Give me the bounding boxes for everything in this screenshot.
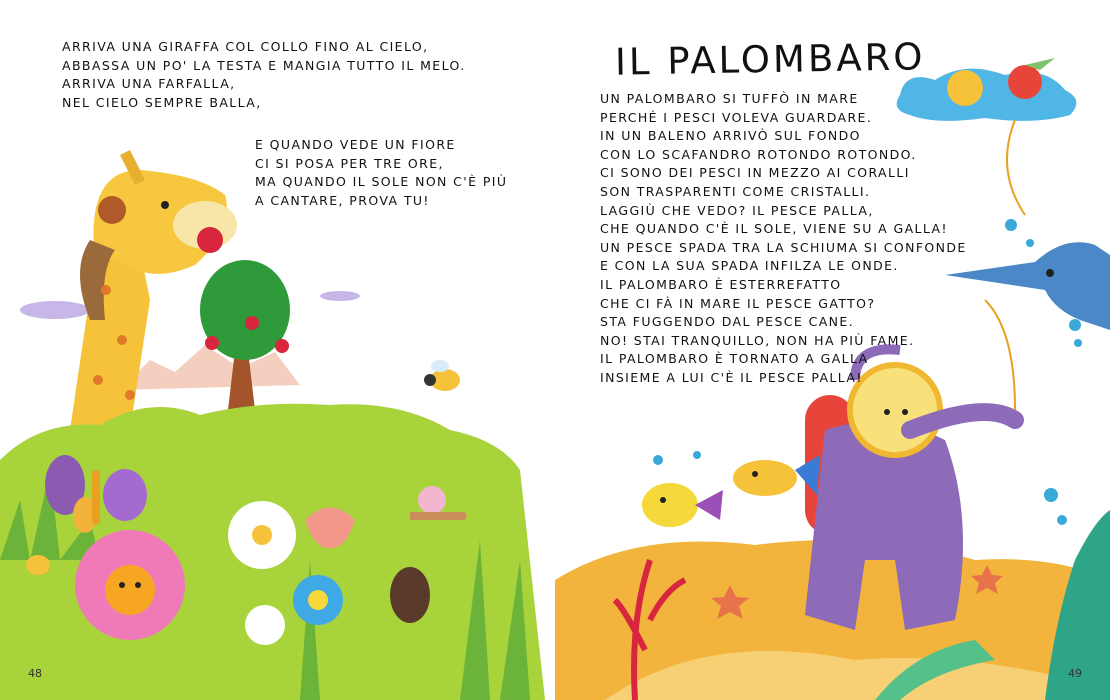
verse-line: INSIEME A LUI C'È IL PESCE PALLA! bbox=[600, 369, 863, 385]
kite-string bbox=[1007, 120, 1025, 215]
verse-line: STA FUGGENDO DAL PESCE CANE. bbox=[600, 314, 855, 330]
cloud-right bbox=[320, 291, 360, 301]
cloud-left bbox=[20, 301, 90, 319]
verse-line: CHE QUANDO C'È IL SOLE, VIENE SU A GALLA! bbox=[600, 221, 948, 237]
verse-line: CON LO SCAFANDRO ROTONDO ROTONDO. bbox=[600, 146, 917, 162]
stanza-2 bbox=[255, 136, 507, 210]
apple-tree-icon bbox=[200, 260, 290, 410]
right-page bbox=[555, 0, 1110, 700]
verse-line: ABBASSA UN PO' LA TESTA E MANGIA TUTTO IL MELO. bbox=[62, 57, 466, 73]
verse-line: LAGGIÙ CHE VEDO? IL PESCE PALLA, bbox=[600, 202, 874, 218]
swordfish-icon bbox=[945, 242, 1110, 330]
poem-body bbox=[600, 90, 967, 388]
sun-flower-icon bbox=[75, 530, 185, 640]
verse-line: ARRIVA UNA FARFALLA, bbox=[62, 76, 236, 92]
verse-line: A CANTARE, PROVA TU! bbox=[255, 192, 430, 208]
page-number: 49 bbox=[1068, 667, 1082, 680]
verse-line: E QUANDO VEDE UN FIORE bbox=[255, 137, 456, 152]
page-number: 48 bbox=[28, 667, 42, 680]
verse-line: IL PALOMBARO È TORNATO A GALLA bbox=[600, 351, 869, 367]
small-white-flower-icon bbox=[245, 605, 285, 645]
verse-line: CHE CI FÀ IN MARE IL PESCE GATTO? bbox=[600, 295, 876, 311]
stanza-1 bbox=[62, 38, 466, 112]
verse-line: E CON LA SUA SPADA INFILZA LE ONDE. bbox=[600, 258, 899, 274]
pink-hills bbox=[120, 345, 300, 390]
poem-title: IL PALOMBARO bbox=[614, 35, 926, 84]
verse-line: NO! STAI TRANQUILLO, NON HA PIÙ FAME. bbox=[600, 332, 915, 348]
verse-line: NEL CIELO SEMPRE BALLA, bbox=[62, 94, 262, 110]
verse-line: UN PALOMBARO SI TUFFÒ IN MARE bbox=[600, 91, 859, 106]
cat-fish-icon bbox=[642, 483, 723, 527]
verse-line: PERCHÉ I PESCI VOLEVA GUARDARE. bbox=[600, 109, 873, 125]
verse-line: CI SONO DEI PESCI IN MEZZO AI CORALLI bbox=[600, 165, 910, 181]
rope bbox=[985, 300, 1015, 410]
verse-line: IN UN BALENO ARRIVÒ SUL FONDO bbox=[600, 128, 861, 144]
verse-line: UN PESCE SPADA TRA LA SCHIUMA SI CONFONDE bbox=[600, 239, 967, 255]
dark-leaf-icon bbox=[390, 567, 430, 623]
apple-icon bbox=[197, 227, 223, 253]
verse-line: IL PALOMBARO È ESTERREFATTO bbox=[600, 276, 842, 292]
bee-icon bbox=[424, 360, 460, 391]
verse-line: ARRIVA UNA GIRAFFA COL COLLO FINO AL CIELO, bbox=[62, 39, 429, 54]
verse-line: CI SI POSA PER TRE ORE, bbox=[255, 155, 444, 171]
small-bee-icon bbox=[26, 555, 50, 575]
verse-line: SON TRASPARENTI COME CRISTALLI. bbox=[600, 183, 871, 199]
verse-line: MA QUANDO IL SOLE NON C'È PIÙ bbox=[255, 174, 508, 190]
